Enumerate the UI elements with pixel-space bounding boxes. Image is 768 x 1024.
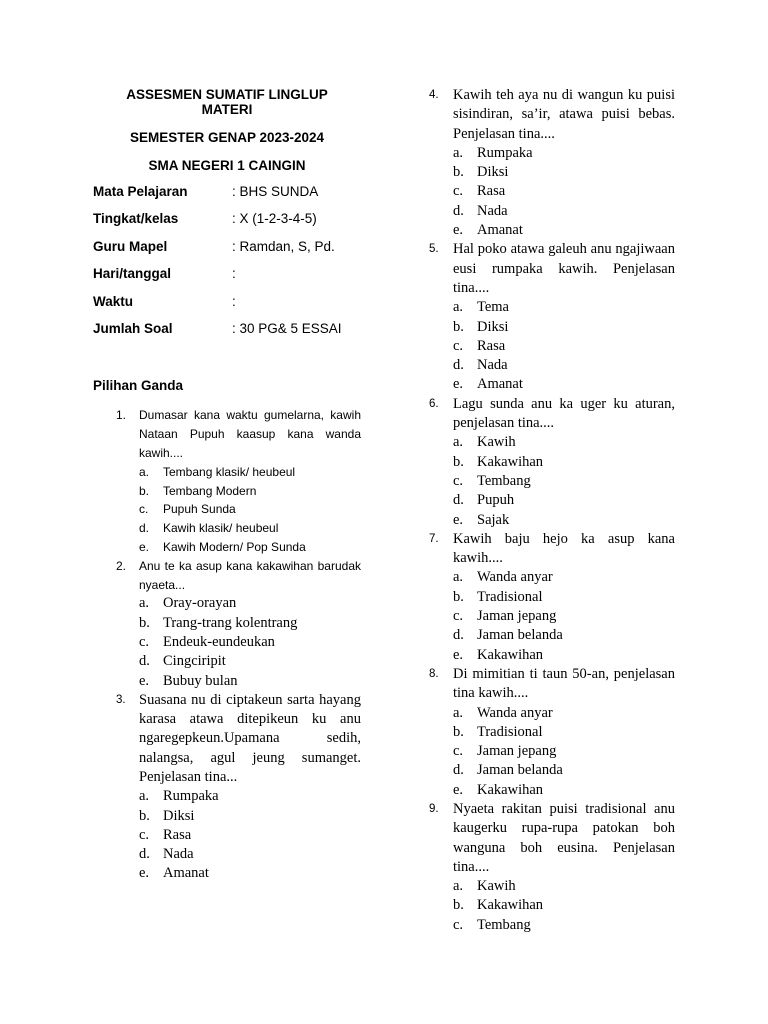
option-a bbox=[453, 144, 675, 163]
option-text: Sajak bbox=[477, 511, 510, 528]
option-letter: b. bbox=[139, 614, 150, 631]
option-letter: c. bbox=[453, 472, 464, 489]
option-b bbox=[139, 482, 361, 501]
option-text: Tradisional bbox=[477, 588, 543, 605]
option-letter: c. bbox=[139, 826, 150, 843]
info-value: : Ramdan, S, Pd. bbox=[232, 238, 335, 254]
option-b bbox=[453, 588, 675, 607]
option-text: Nada bbox=[477, 202, 508, 219]
option-text: Jaman jepang bbox=[477, 743, 557, 760]
option-text: Rasa bbox=[477, 183, 506, 200]
option-e bbox=[139, 864, 361, 883]
question-5 bbox=[429, 240, 675, 394]
left-column bbox=[93, 86, 361, 884]
option-b bbox=[453, 453, 675, 472]
option-letter: d. bbox=[139, 846, 150, 863]
question-text: Lagu sunda anu ka uger ku aturan, penjelasan tina.... bbox=[453, 395, 675, 432]
option-text: Rumpaka bbox=[163, 788, 219, 805]
option-letter: c. bbox=[453, 337, 464, 354]
option-c bbox=[453, 607, 675, 626]
question-2 bbox=[93, 557, 361, 691]
info-label: Mata Pelajaran bbox=[93, 184, 188, 199]
question-1 bbox=[93, 406, 361, 556]
option-list bbox=[453, 433, 675, 529]
info-row-time bbox=[93, 294, 361, 321]
option-a bbox=[453, 298, 675, 317]
option-list bbox=[453, 298, 675, 394]
option-c bbox=[139, 633, 361, 652]
info-label: Tingkat/kelas bbox=[93, 211, 179, 227]
section-title: Pilihan Ganda bbox=[93, 378, 184, 394]
question-text: Suasana nu di ciptakeun sarta hayang karasa atawa ditepikeun ku anu ngaregepkeun.Upamana sedih, nalangsa, agul jeung sumanget. Penjelasan tina... bbox=[139, 691, 361, 785]
question-text: Anu te ka asup kana kakawihan barudak nyaeta... bbox=[139, 558, 361, 592]
option-text: Rasa bbox=[477, 337, 506, 354]
option-letter: a. bbox=[453, 299, 464, 316]
question-number: 4. bbox=[429, 89, 439, 101]
option-text: Kawih Modern/ Pop Sunda bbox=[163, 539, 306, 554]
question-text: Dumasar kana waktu gumelarna, kawih Nataan Pupuh kaasup kana wanda kawih.... bbox=[139, 408, 361, 460]
option-text: Wanda anyar bbox=[477, 704, 553, 721]
option-letter: e. bbox=[453, 646, 464, 663]
option-text: Endeuk-eundeukan bbox=[163, 633, 275, 650]
option-text: Tembang bbox=[477, 916, 531, 933]
option-text: Wanda anyar bbox=[477, 569, 553, 586]
option-text: Rumpaka bbox=[477, 144, 533, 161]
option-text: Kakawihan bbox=[477, 781, 544, 798]
option-e bbox=[453, 375, 675, 394]
option-text: Nada bbox=[477, 357, 508, 374]
option-a bbox=[139, 594, 361, 613]
option-c bbox=[453, 916, 675, 935]
option-letter: e. bbox=[453, 222, 464, 239]
option-a bbox=[139, 787, 361, 806]
question-number: 8. bbox=[429, 667, 439, 680]
option-text: Kawih bbox=[477, 878, 516, 895]
option-letter: a. bbox=[139, 464, 150, 479]
option-e bbox=[453, 646, 675, 665]
option-letter: c. bbox=[453, 183, 464, 200]
option-text: Tembang Modern bbox=[163, 483, 257, 498]
option-letter: b. bbox=[453, 318, 464, 335]
option-c bbox=[453, 742, 675, 761]
info-row-class bbox=[93, 211, 361, 238]
option-letter: b. bbox=[139, 483, 150, 498]
option-d bbox=[139, 652, 361, 671]
option-text: Jaman jepang bbox=[477, 608, 557, 625]
option-list bbox=[453, 568, 675, 664]
option-letter: b. bbox=[453, 164, 464, 181]
option-letter: a. bbox=[453, 704, 464, 721]
option-letter: b. bbox=[453, 723, 464, 740]
option-list bbox=[453, 877, 675, 935]
option-text: Nada bbox=[163, 846, 194, 863]
option-letter: c. bbox=[453, 916, 464, 933]
option-list bbox=[139, 594, 361, 690]
question-4 bbox=[429, 86, 675, 240]
option-e bbox=[139, 538, 361, 557]
option-d bbox=[453, 491, 675, 510]
option-text: Kakawihan bbox=[477, 646, 544, 663]
info-row-date bbox=[93, 266, 361, 293]
info-row-teacher bbox=[93, 239, 361, 266]
info-value: : X (1-2-3-4-5) bbox=[232, 211, 317, 227]
option-letter: d. bbox=[453, 627, 464, 644]
option-b bbox=[139, 807, 361, 826]
option-b bbox=[453, 723, 675, 742]
option-letter: b. bbox=[453, 897, 464, 914]
info-row-count bbox=[93, 321, 361, 348]
option-a bbox=[453, 568, 675, 587]
option-text: Trang-trang kolentrang bbox=[163, 614, 298, 631]
option-letter: b. bbox=[453, 588, 464, 605]
option-c bbox=[139, 500, 361, 519]
option-text: Kawih klasik/ heubeul bbox=[163, 521, 279, 536]
option-c bbox=[453, 182, 675, 201]
question-number: 3. bbox=[116, 693, 126, 706]
semester-title: SEMESTER GENAP 2023-2024 bbox=[129, 130, 325, 145]
title-line-1: ASSESMEN SUMATIF LINGLUP bbox=[126, 87, 328, 102]
option-letter: e. bbox=[453, 781, 464, 798]
option-letter: e. bbox=[139, 539, 150, 554]
option-letter: a. bbox=[453, 569, 464, 586]
option-c bbox=[139, 826, 361, 845]
option-b bbox=[453, 163, 675, 182]
option-text: Pupuh Sunda bbox=[163, 502, 236, 517]
option-d bbox=[453, 202, 675, 221]
question-list-right bbox=[429, 86, 675, 935]
option-letter: c. bbox=[139, 633, 150, 650]
option-c bbox=[453, 472, 675, 491]
school-title: SMA NEGERI 1 CAINGIN bbox=[148, 158, 306, 173]
option-text: Jaman belanda bbox=[477, 762, 563, 779]
option-text: Amanat bbox=[477, 376, 523, 393]
document-title bbox=[93, 87, 361, 117]
option-letter: e. bbox=[139, 865, 150, 882]
option-e bbox=[453, 511, 675, 530]
info-label: Hari/tanggal bbox=[93, 266, 172, 282]
question-list-left bbox=[93, 406, 361, 883]
option-letter: d. bbox=[453, 357, 464, 374]
info-value: : 30 PG& 5 ESSAI bbox=[232, 320, 342, 336]
option-text: Tembang bbox=[477, 472, 531, 489]
question-text: Di mimitian ti taun 50-an, penjelasan tina kawih.... bbox=[453, 665, 675, 702]
option-text: Tradisional bbox=[477, 723, 543, 740]
question-number: 5. bbox=[429, 243, 439, 256]
question-number: 1. bbox=[116, 408, 127, 423]
option-letter: a. bbox=[139, 595, 150, 612]
option-text: Diksi bbox=[477, 164, 509, 181]
option-text: Rasa bbox=[163, 826, 192, 843]
option-letter: a. bbox=[453, 878, 464, 895]
option-b bbox=[453, 318, 675, 337]
option-text: Pupuh bbox=[477, 492, 515, 509]
option-list bbox=[139, 787, 361, 883]
info-label: Guru Mapel bbox=[93, 238, 168, 254]
question-text: Hal poko atawa galeuh anu ngajiwaan eusi rumpaka kawih. Penjelasan tina.... bbox=[453, 241, 675, 296]
option-list bbox=[453, 144, 675, 240]
option-list bbox=[139, 463, 361, 557]
option-letter: d. bbox=[453, 762, 464, 779]
option-d bbox=[453, 626, 675, 645]
option-text: Amanat bbox=[477, 222, 523, 239]
option-letter: e. bbox=[453, 376, 464, 393]
option-text: Bubuy bulan bbox=[163, 672, 238, 689]
question-7 bbox=[429, 530, 675, 665]
option-letter: a. bbox=[139, 788, 150, 805]
question-text: Kawih baju hejo ka asup kana kawih.... bbox=[453, 530, 675, 567]
option-text: Tembang klasik/ heubeul bbox=[163, 464, 296, 479]
option-e bbox=[453, 221, 675, 240]
right-column bbox=[429, 86, 675, 935]
option-letter: c. bbox=[453, 743, 464, 760]
info-value: : bbox=[232, 266, 236, 282]
question-number: 2. bbox=[116, 558, 127, 573]
question-number: 7. bbox=[429, 532, 439, 545]
question-text: Nyaeta rakitan puisi tradisional anu kaugerku rupa-rupa patokan boh wanguna boh eusina. Penjelasan tina.... bbox=[453, 800, 675, 875]
option-text: Tema bbox=[477, 299, 509, 316]
question-number: 6. bbox=[429, 397, 439, 410]
option-d bbox=[139, 519, 361, 538]
option-b bbox=[453, 896, 675, 915]
question-3 bbox=[93, 691, 361, 884]
info-value: : BHS SUNDA bbox=[232, 184, 319, 199]
option-letter: b. bbox=[139, 807, 150, 824]
option-a bbox=[453, 433, 675, 452]
question-text: Kawih teh aya nu di wangun ku puisi sisindiran, sa’ir, atawa puisi bebas. Penjelasan tina.... bbox=[453, 87, 675, 142]
info-table bbox=[93, 184, 361, 348]
question-6 bbox=[429, 395, 675, 530]
option-text: Oray-orayan bbox=[163, 595, 237, 612]
info-row-subject bbox=[93, 184, 361, 211]
option-c bbox=[453, 337, 675, 356]
option-a bbox=[453, 704, 675, 723]
option-letter: c. bbox=[453, 608, 464, 625]
option-letter: e. bbox=[453, 511, 464, 528]
option-text: Kakawihan bbox=[477, 453, 544, 470]
option-letter: d. bbox=[453, 202, 464, 219]
info-label: Waktu bbox=[93, 293, 133, 309]
option-list bbox=[453, 704, 675, 800]
option-text: Amanat bbox=[163, 865, 209, 882]
option-letter: b. bbox=[453, 453, 464, 470]
info-label: Jumlah Soal bbox=[93, 320, 173, 336]
option-letter: c. bbox=[139, 502, 149, 517]
option-d bbox=[139, 845, 361, 864]
option-letter: d. bbox=[139, 521, 150, 536]
option-e bbox=[453, 781, 675, 800]
option-letter: e. bbox=[139, 672, 150, 689]
title-line-2: MATERI bbox=[201, 102, 253, 117]
option-text: Cingciripit bbox=[163, 653, 226, 670]
option-text: Kawih bbox=[477, 434, 516, 451]
option-text: Diksi bbox=[477, 318, 509, 335]
option-a bbox=[453, 877, 675, 896]
question-number: 9. bbox=[429, 802, 439, 815]
option-text: Jaman belanda bbox=[477, 627, 563, 644]
info-value: : bbox=[232, 293, 236, 309]
option-text: Kakawihan bbox=[477, 897, 544, 914]
question-9 bbox=[429, 800, 675, 935]
option-d bbox=[453, 761, 675, 780]
option-d bbox=[453, 356, 675, 375]
question-8 bbox=[429, 665, 675, 800]
option-e bbox=[139, 672, 361, 691]
option-letter: a. bbox=[453, 144, 464, 161]
option-text: Diksi bbox=[163, 807, 195, 824]
option-letter: d. bbox=[139, 653, 150, 670]
option-letter: a. bbox=[453, 434, 464, 451]
option-a bbox=[139, 463, 361, 482]
option-letter: d. bbox=[453, 492, 464, 509]
option-b bbox=[139, 614, 361, 633]
